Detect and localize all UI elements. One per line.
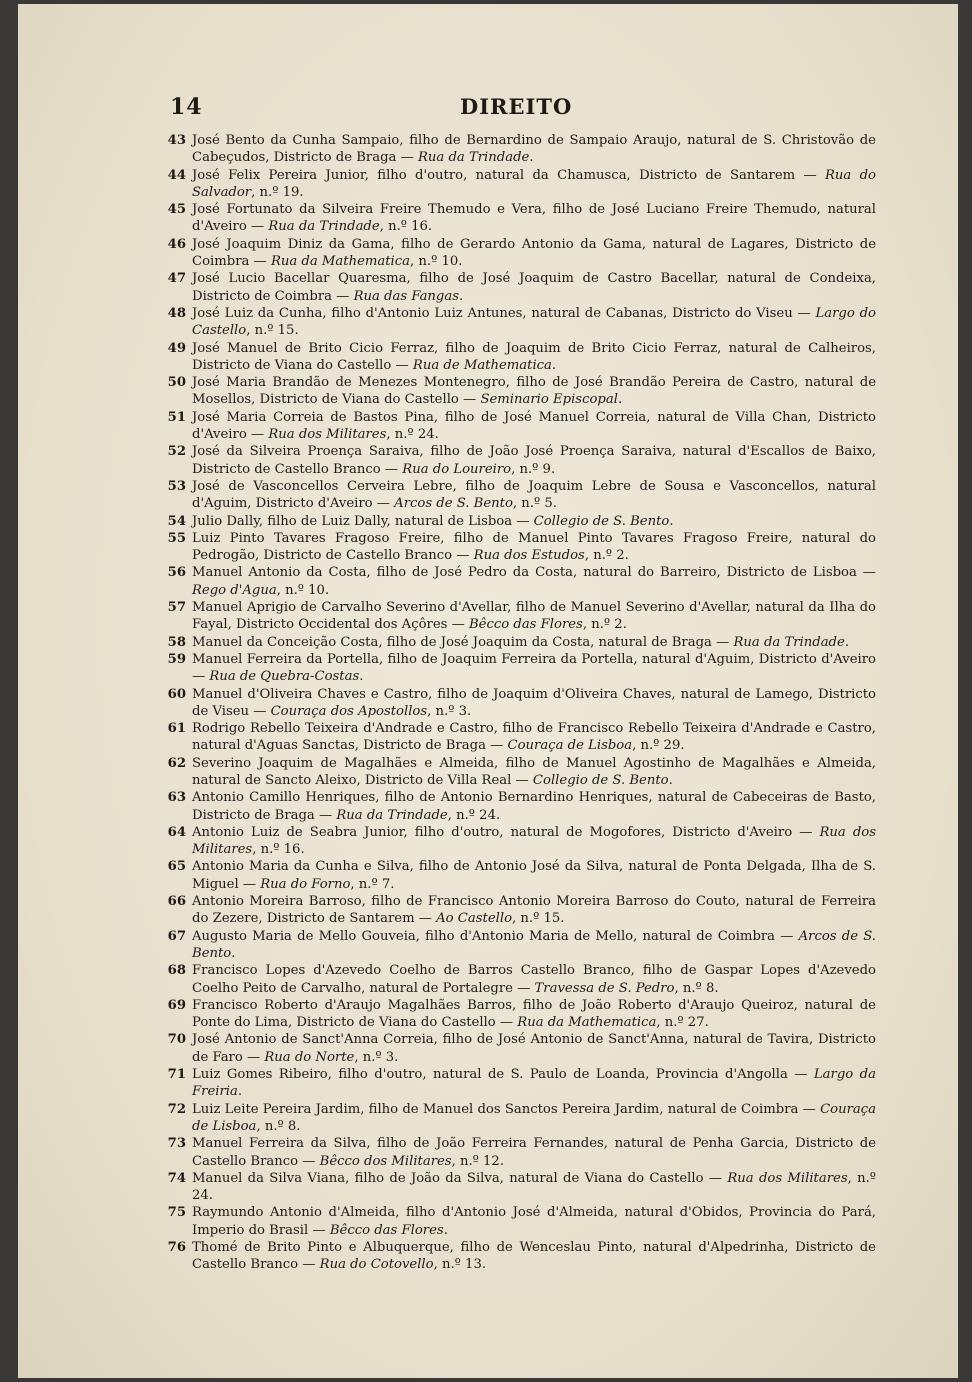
entry-text xyxy=(192,686,876,721)
entry-house-number: . xyxy=(668,772,673,788)
entry-number: 43 xyxy=(167,133,186,148)
entry-text xyxy=(192,564,876,599)
entry-house-number: . xyxy=(551,357,557,373)
list-item xyxy=(164,478,876,513)
entry-number: 56 xyxy=(167,565,186,581)
list-item xyxy=(164,1135,876,1170)
entry-description: Manuel Ferreira da Portella, filho de Joaquim Ferreira da Portella, natural d'Aguim, Districto d'Aveiro — xyxy=(192,651,876,685)
list-item xyxy=(164,340,876,375)
entry-address: Bêcco das Flores xyxy=(468,617,583,633)
entry-number: 66 xyxy=(167,894,186,910)
entry-number: 55 xyxy=(167,530,186,546)
entry-house-number: , n.º 19. xyxy=(251,184,304,200)
entry-address: Rua do Forno xyxy=(260,876,351,892)
running-title: DIREITO xyxy=(460,94,573,119)
entry-number: 69 xyxy=(167,997,186,1013)
entry-number: 68 xyxy=(167,963,186,979)
entry-text xyxy=(192,824,876,859)
entry-house-number: , n.º 10. xyxy=(276,582,330,598)
entry-address: Rua do Loureiro xyxy=(402,461,512,477)
list-item xyxy=(164,270,876,305)
entry-description: José Lucio Bacellar Quaresma, filho de José Joaquim de Castro Bacellar, natural de Condeixa, Districto de Coimbra — xyxy=(192,271,876,304)
entry-address: Rua de Mathematica xyxy=(412,357,552,373)
entry-text xyxy=(192,1204,876,1239)
entry-number: 52 xyxy=(167,444,186,460)
list-item xyxy=(164,962,876,997)
entry-description: Antonio Moreira Barroso, filho de Francisco Antonio Moreira Barroso do Couto, natural de Ferreira do Zezere, Districto de Santarem — xyxy=(192,894,876,927)
list-item xyxy=(164,443,876,478)
entry-number: 67 xyxy=(167,928,186,944)
entry-number: 46 xyxy=(167,236,186,252)
entry-text xyxy=(192,893,876,928)
page-header xyxy=(170,94,860,120)
entry-description: José Felix Pereira Junior, filho d'outro, natural da Chamusca, Districto de Santarem — xyxy=(192,167,825,183)
entry-description: Thomé de Brito Pinto e Albuquerque, filho de Wenceslau Pinto, natural d'Alpedrinha, Districto de Castello Branco — xyxy=(192,1240,876,1273)
entry-house-number: . xyxy=(529,150,534,166)
entry-number: 44 xyxy=(167,167,186,183)
entry-house-number: , n.º 7. xyxy=(350,876,395,892)
entry-number: 62 xyxy=(167,755,186,771)
entry-number: 61 xyxy=(167,721,186,737)
list-item xyxy=(164,686,876,721)
entry-description: José de Vasconcellos Cerveira Lebre, filho de Joaquim Lebre de Sousa e Vasconcellos, natural d'Aguim, Districto d'Aveiro — xyxy=(192,478,876,512)
entry-number: 75 xyxy=(167,1205,186,1221)
entry-text xyxy=(192,720,876,755)
entry-address: Couraça de Lisboa xyxy=(192,1101,876,1134)
entry-description: Manuel Antonio da Costa, filho de José Pedro da Costa, natural do Barreiro, Districto de Lisboa — xyxy=(192,565,876,581)
entry-address: Rua da Trindade xyxy=(336,807,448,823)
list-item xyxy=(164,1204,876,1239)
entry-address: Rua da Trindade xyxy=(417,150,530,166)
entry-text xyxy=(192,1135,876,1170)
entry-description: José Antonio de Sanct'Anna Correia, filho de José Antonio de Sanct'Anna, natural de Tavira, Districto de Faro — xyxy=(192,1032,876,1065)
entry-description: José da Silveira Proença Saraiva, filho de João José Proença Saraiva, natural d'Escallos de Baixo, Districto de Castello Branco — xyxy=(192,444,876,477)
entry-text xyxy=(192,789,876,824)
entry-text xyxy=(192,513,876,530)
entry-text xyxy=(192,634,876,651)
list-item xyxy=(164,374,876,409)
entry-number: 60 xyxy=(167,686,186,702)
entry-description: José Bento da Cunha Sampaio, filho de Bernardino de Sampaio Araujo, natural de S. Christovão de Cabeçudos, Districto de Braga — xyxy=(192,133,876,166)
entry-text xyxy=(192,340,876,375)
entry-text xyxy=(192,962,876,997)
entry-address: Rua dos Militares xyxy=(727,1170,848,1186)
entry-text xyxy=(192,1170,876,1205)
entry-text xyxy=(192,374,876,409)
entry-address: Rua dos Militares xyxy=(192,824,876,858)
entry-description: Antonio Camillo Henriques, filho de Antonio Bernardino Henriques, natural de Cabeceiras de Basto, Districto de Braga — xyxy=(192,790,876,823)
entry-text xyxy=(192,478,876,513)
entry-address: Seminario Episcopal xyxy=(480,392,618,408)
entry-address: Collegio de S. Bento xyxy=(533,513,670,529)
entry-address: Rua da Mathematica xyxy=(517,1015,657,1031)
entry-text xyxy=(192,1031,876,1066)
entry-number: 59 xyxy=(167,651,186,667)
entry-number: 72 xyxy=(167,1101,186,1117)
entry-number: 54 xyxy=(167,513,186,529)
entry-house-number: , n.º 3. xyxy=(427,703,472,719)
list-item xyxy=(164,824,876,859)
list-item xyxy=(164,530,876,565)
entry-address: Bêcco dos Militares xyxy=(319,1153,452,1169)
entry-number: 64 xyxy=(167,824,186,840)
entry-description: Severino Joaquim de Magalhães e Almeida, filho de Manuel Agostinho de Magalhães e Almeida, natural de Sancto Aleixo, Districto de Villa Real — xyxy=(192,755,876,788)
entry-address: Rua dos Militares xyxy=(268,427,387,443)
entry-house-number: , n.º 16. xyxy=(379,219,433,235)
list-item xyxy=(164,928,876,963)
entry-address: Arcos de S. Bento xyxy=(192,928,876,961)
entry-description: José Joaquim Diniz da Gama, filho de Gerardo Antonio da Gama, natural de Lagares, Districto de Coimbra — xyxy=(192,236,876,270)
entry-house-number: . xyxy=(844,634,850,650)
entry-description: Rodrigo Rebello Teixeira d'Andrade e Castro, filho de Francisco Rebello Teixeira d'Andrade e Castro, natural d'Aguas Sanctas, Districto de Braga — xyxy=(192,721,876,754)
entry-house-number: , n.º 9. xyxy=(511,461,556,477)
list-item xyxy=(164,1031,876,1066)
entry-address: Rua de Quebra-Costas xyxy=(209,669,360,685)
entry-description: Manuel d'Oliveira Chaves e Castro, filho de Joaquim d'Oliveira Chaves, natural de Lamego, Districto de Viseu — xyxy=(192,686,876,719)
entry-description: José Maria Brandão de Menezes Montenegro, filho de José Brandão Pereira de Castro, natural de Mosellos, Districto de Viana do Castello — xyxy=(192,375,876,408)
entry-house-number: , n.º 12. xyxy=(451,1153,505,1169)
entry-address: Largo do Castello xyxy=(192,305,876,339)
entry-number: 63 xyxy=(167,790,186,806)
entry-number: 50 xyxy=(167,375,186,391)
entry-description: José Luiz da Cunha, filho d'Antonio Luiz Antunes, natural de Cabanas, Districto do Viseu — xyxy=(192,305,816,321)
list-item xyxy=(164,1239,876,1274)
entry-description: José Maria Correia de Bastos Pina, filho de José Manuel Correia, natural de Villa Chan, Districto d'Aveiro — xyxy=(192,409,876,443)
entry-description: Manuel da Silva Viana, filho de João da Silva, natural de Viana do Castello — xyxy=(192,1170,728,1186)
entry-house-number: , n.º 29. xyxy=(632,738,685,754)
entry-house-number: , n.º 15. xyxy=(512,911,565,927)
entry-house-number: . xyxy=(669,513,674,529)
entry-house-number: . xyxy=(617,392,623,408)
entry-address: Rua do Salvador xyxy=(192,167,876,200)
entry-description: Luiz Leite Pereira Jardim, filho de Manuel dos Sanctos Pereira Jardim, natural de Coimbra — xyxy=(192,1101,821,1117)
entry-address: Rego d'Agua xyxy=(192,582,277,598)
entry-number: 51 xyxy=(167,409,186,425)
entry-house-number: , n.º 2. xyxy=(584,548,629,564)
entry-text xyxy=(192,167,876,202)
entry-address: Rua do Cotovello xyxy=(319,1257,434,1273)
list-item xyxy=(164,236,876,271)
list-item xyxy=(164,858,876,893)
entry-text xyxy=(192,755,876,790)
entry-description: Manuel Ferreira da Silva, filho de João Ferreira Fernandes, natural de Penha Garcia, Districto de Castello Branco — xyxy=(192,1136,876,1169)
entry-number: 58 xyxy=(167,634,186,650)
list-item xyxy=(164,634,876,651)
list-item xyxy=(164,201,876,236)
entry-number: 70 xyxy=(167,1032,186,1048)
entry-description: Francisco Roberto d'Araujo Magalhães Barros, filho de João Roberto d'Araujo Queiroz, natural de Ponte do Lima, Districto de Viana do Castello — xyxy=(192,997,876,1031)
entry-address: Rua do Norte xyxy=(264,1049,355,1065)
entry-text xyxy=(192,530,876,565)
entry-address: Rua dos Estudos xyxy=(473,548,585,564)
entry-house-number: . xyxy=(237,1084,243,1100)
list-item xyxy=(164,1066,876,1101)
entry-number: 65 xyxy=(167,859,186,875)
entry-description: Julio Dally, filho de Luiz Dally, natural de Lisboa — xyxy=(192,513,534,529)
entry-description: José Fortunato da Silveira Freire Themudo e Vera, filho de José Luciano Freire Themudo, natural d'Aveiro — xyxy=(192,202,876,235)
list-item xyxy=(164,599,876,634)
list-item xyxy=(164,755,876,790)
entry-text xyxy=(192,305,876,340)
entry-text xyxy=(192,997,876,1032)
entry-house-number: , n.º 13. xyxy=(433,1257,487,1273)
page-number: 14 xyxy=(170,94,203,120)
book-page xyxy=(18,4,958,1378)
entry-address: Bêcco das Flores xyxy=(329,1222,444,1238)
entry-number: 71 xyxy=(167,1067,186,1083)
entry-description: Antonio Luiz de Seabra Junior, filho d'outro, natural de Mogofores, Districto d'Aveiro — xyxy=(192,824,820,840)
entry-number: 74 xyxy=(167,1170,186,1186)
entry-house-number: , n.º 24. xyxy=(447,807,501,823)
entry-number: 47 xyxy=(167,271,186,287)
entry-house-number: . xyxy=(459,288,464,304)
entry-description: Luiz Pinto Tavares Fragoso Freire, filho de Manuel Pinto Tavares Fragoso Freire, natural do Pedrogão, Districto de Castello Branco — xyxy=(192,530,876,564)
entry-address: Collegio de S. Bento xyxy=(532,772,669,788)
list-item xyxy=(164,167,876,202)
entry-text xyxy=(192,651,876,686)
entry-address: Couraça dos Apostollos xyxy=(270,703,428,719)
entry-address: Ao Castello xyxy=(436,911,513,927)
entry-house-number: , n.º 5. xyxy=(512,496,557,512)
list-item xyxy=(164,789,876,824)
entry-house-number: , n.º 3. xyxy=(354,1049,399,1065)
entry-description: Manuel Aprigio de Carvalho Severino d'Avellar, filho de Manuel Severino d'Avellar, natural da Ilha do Fayal, Districto Occidental dos Açôres — xyxy=(192,600,876,633)
entry-text xyxy=(192,1101,876,1136)
entry-house-number: , n.º 27. xyxy=(656,1015,709,1031)
list-item xyxy=(164,1101,876,1136)
entry-description: Antonio Maria da Cunha e Silva, filho de Antonio José da Silva, natural de Ponta Delgada, Ilha de S. Miguel — xyxy=(192,859,876,892)
entry-number: 53 xyxy=(167,478,186,494)
entry-house-number: . xyxy=(231,945,236,961)
entry-description: Francisco Lopes d'Azevedo Coelho de Barros Castello Branco, filho de Gaspar Lopes d'Azevedo Coelho Peito de Carvalho, natural de Portalegre — xyxy=(192,963,876,996)
list-item xyxy=(164,997,876,1032)
list-item xyxy=(164,720,876,755)
entry-address: Rua das Fangas xyxy=(353,288,459,304)
entry-description: Manuel da Conceição Costa, filho de José Joaquim da Costa, natural de Braga — xyxy=(192,634,734,650)
list-item xyxy=(164,564,876,599)
entry-text xyxy=(192,236,876,271)
list-item xyxy=(164,651,876,686)
entry-text xyxy=(192,409,876,444)
entry-house-number: . xyxy=(359,669,364,685)
entry-text xyxy=(192,1066,876,1101)
entry-description: Raymundo Antonio d'Almeida, filho d'Antonio José d'Almeida, natural d'Obidos, Provincia do Pará, Imperio do Brasil — xyxy=(192,1205,876,1238)
list-item xyxy=(164,409,876,444)
list-item xyxy=(164,513,876,530)
entry-address: Couraça de Lisboa xyxy=(507,738,633,754)
entry-description: José Manuel de Brito Cicio Ferraz, filho de Joaquim de Brito Cicio Ferraz, natural de Calheiros, Districto de Viana do Castello — xyxy=(192,340,876,373)
entry-text xyxy=(192,443,876,478)
entry-address: Travessa de S. Pedro xyxy=(534,980,675,996)
list-item xyxy=(164,132,876,167)
entry-text xyxy=(192,928,876,963)
entry-number: 73 xyxy=(167,1136,186,1152)
entry-address: Rua da Trindade xyxy=(268,219,380,235)
entry-number: 57 xyxy=(167,600,186,616)
entry-address: Rua da Trindade xyxy=(733,634,845,650)
entry-number: 76 xyxy=(167,1240,186,1255)
entry-house-number: , n.º 24. xyxy=(386,427,439,443)
entry-house-number: . xyxy=(443,1222,448,1238)
entry-house-number: , n.º 16. xyxy=(252,842,305,858)
entry-house-number: , n.º 2. xyxy=(582,617,627,633)
entry-number: 49 xyxy=(167,340,186,356)
list-item xyxy=(164,1170,876,1205)
entry-text xyxy=(192,132,876,167)
entry-house-number: , n.º 15. xyxy=(246,323,299,339)
list-item xyxy=(164,893,876,928)
entry-house-number: , n.º 10. xyxy=(410,254,463,270)
entry-house-number: , n.º 8. xyxy=(256,1118,301,1134)
entry-text xyxy=(192,270,876,305)
entry-text xyxy=(192,599,876,634)
entry-address: Arcos de S. Bento xyxy=(394,496,513,512)
entry-text xyxy=(192,858,876,893)
entry-description: Luiz Gomes Ribeiro, filho d'outro, natural de S. Paulo de Loanda, Provincia d'Angolla — xyxy=(192,1067,814,1083)
entry-text xyxy=(192,1239,876,1274)
entry-house-number: , n.º 24. xyxy=(192,1170,877,1204)
entry-text xyxy=(192,201,876,236)
entry-number: 48 xyxy=(167,305,186,321)
entry-house-number: , n.º 8. xyxy=(674,980,719,996)
entry-address: Rua da Mathematica xyxy=(270,254,411,270)
entry-address: Largo da Freiria xyxy=(192,1067,876,1100)
list-item xyxy=(164,305,876,340)
student-list xyxy=(164,132,876,1274)
entry-number: 45 xyxy=(167,202,186,218)
entry-description: Augusto Maria de Mello Gouveia, filho d'Antonio Maria de Mello, natural de Coimbra — xyxy=(192,928,799,944)
